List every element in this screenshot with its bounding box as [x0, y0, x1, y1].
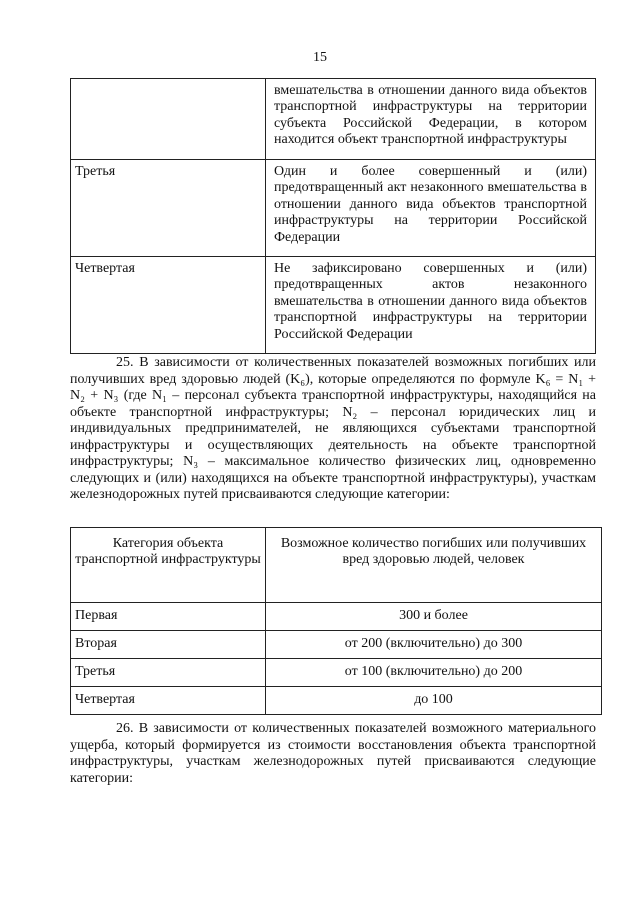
value-cell: до 100 [266, 687, 602, 715]
criteria-cell: Один и более совершенный и (или) предотвращенный акт незаконного вмешательства в отношении данного вида объектов транспортной инфраструктуры на территории Российской Федерации [266, 160, 596, 257]
table-row [71, 160, 596, 257]
table-header-row [71, 528, 602, 603]
threat-category-table-continued [70, 78, 596, 354]
category-cell [71, 79, 266, 160]
header-casualties: Возможное количество погибших или получивших вред здоровью людей, человек [266, 528, 602, 603]
table-row [71, 257, 596, 354]
page-number: 15 [313, 50, 327, 65]
casualty-category-table [70, 527, 602, 715]
category-cell: Четвертая [71, 687, 266, 715]
paragraph-25 [70, 355, 596, 504]
table-row [71, 631, 602, 659]
value-cell: от 200 (включительно) до 300 [266, 631, 602, 659]
table-row [71, 79, 596, 160]
paragraph-text: В зависимости от количественных показателей возможных погибших или получивших вред здоровью людей (K₆), которые определяются по формуле K₆ = N₁ + N₂ + N₃ (где N₁ – персонал субъекта транспортной инфраструктуры, находящийся на объекте транспортной инфраструктуры; N₂ – персонал юридических лиц и индивидуальных предпринимателей, не являющихся субъектами транспортной инфраструктуры и осуществляющих деятельность на объекте транспортной инфраструктуры; N₃ – максимальное количество физических лиц, одновременно следующих и (или) находящихся на объекте транспортной инфраструктуры), участкам железнодорожных путей присваиваются следующие категории: [70, 355, 596, 502]
header-category: Категория объекта транспортной инфраструктуры [71, 528, 266, 603]
category-cell: Первая [71, 603, 266, 631]
criteria-cell: Не зафиксировано совершенных и (или) предотвращенных актов незаконного вмешательства в отношении данного вида объектов транспортной инфраструктуры на территории Российской Федерации [266, 257, 596, 354]
category-cell: Третья [71, 659, 266, 687]
value-cell: от 100 (включительно) до 200 [266, 659, 602, 687]
criteria-cell: вмешательства в отношении данного вида объектов транспортной инфраструктуры на территории субъекта Российской Федерации, в котором находится объект транспортной инфраструктуры [266, 79, 596, 160]
value-cell: 300 и более [266, 603, 602, 631]
paragraph-number: 25. [116, 355, 134, 370]
paragraph-number: 26. [116, 721, 134, 736]
table-row [71, 603, 602, 631]
table-row [71, 687, 602, 715]
paragraph-26 [70, 721, 596, 787]
category-cell: Четвертая [71, 257, 266, 354]
category-cell: Вторая [71, 631, 266, 659]
category-cell: Третья [71, 160, 266, 257]
paragraph-text: В зависимости от количественных показателей возможного материального ущерба, который формируется из стоимости восстановления объекта транспортной инфраструктуры, участкам железнодорожных путей присваиваются следующие категории: [70, 721, 596, 786]
table-row [71, 659, 602, 687]
